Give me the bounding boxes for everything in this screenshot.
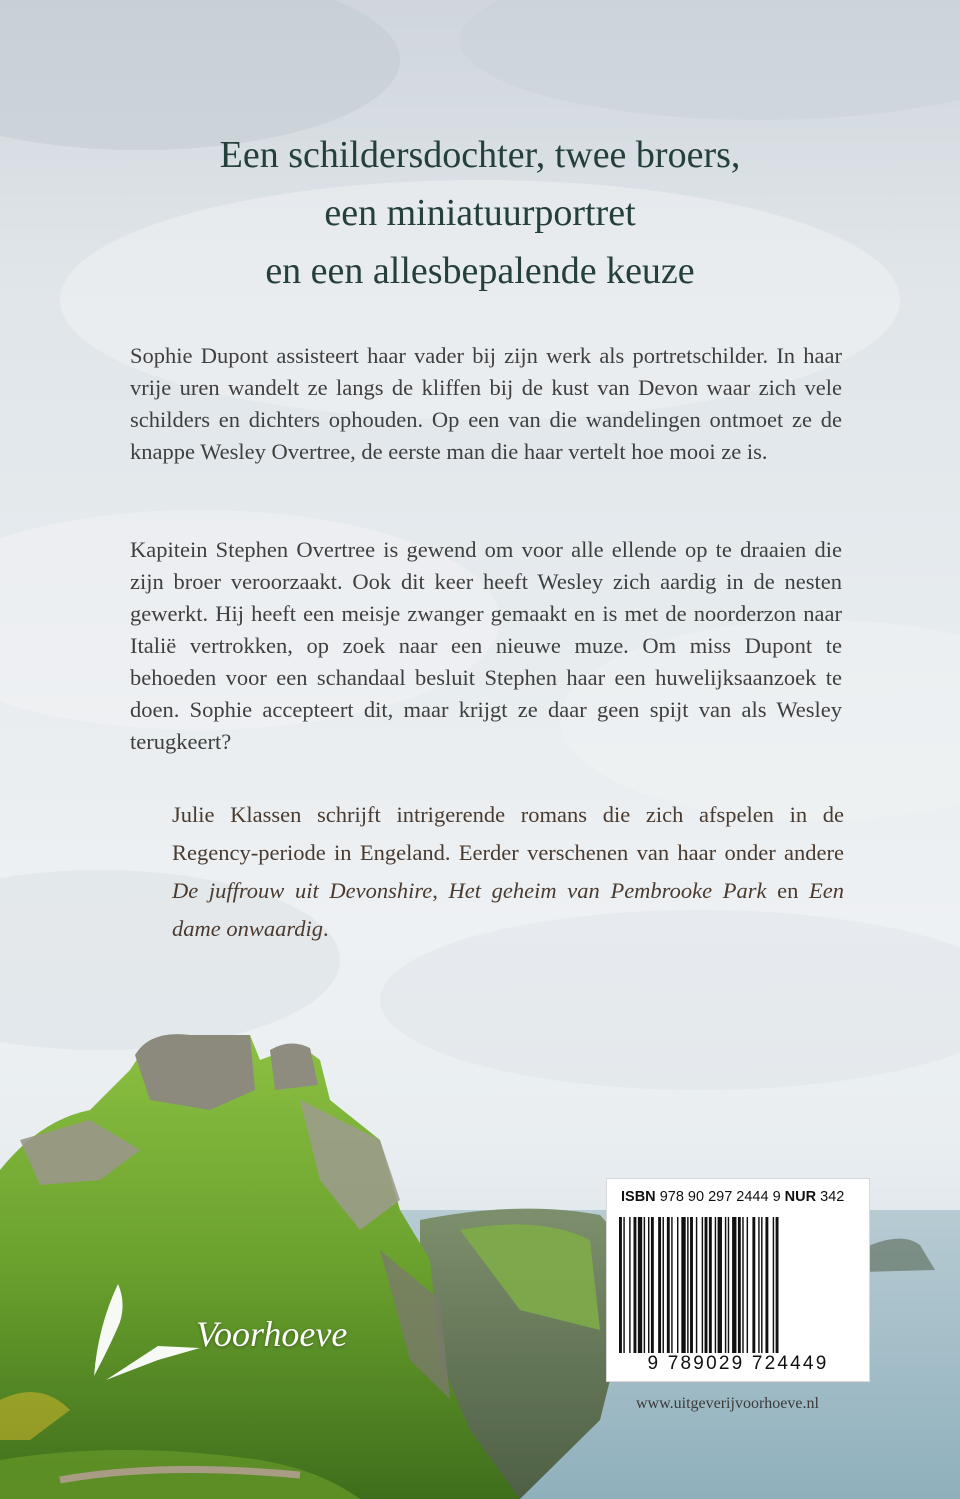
- tagline: [120, 126, 840, 300]
- barcode-bar: [638, 1217, 642, 1353]
- barcode-bar: [752, 1217, 755, 1353]
- blurb-paragraph-1: Sophie Dupont assisteert haar vader bij zijn werk als portretschilder. In haar vrije uren wandelt ze langs de kliffen bij de kust van Devon waar zich vele schilders en dichters ophouden. Op een van die wandelingen ontmoet ze de knappe Wesley Overtree, de eerste man die haar vertelt hoe mooi ze is.: [130, 343, 842, 464]
- isbn-line: [621, 1189, 844, 1205]
- barcode-bar: [725, 1217, 726, 1353]
- barcode-image: [617, 1217, 859, 1353]
- author-bio-end: .: [323, 916, 329, 941]
- barcode-bar: [648, 1217, 649, 1353]
- nur-number: 342: [820, 1189, 845, 1205]
- barcode-bar: [773, 1217, 774, 1353]
- barcode-bar: [681, 1217, 685, 1353]
- barcode-bar: [728, 1217, 729, 1353]
- publisher-logo-text: Voorhoeve: [196, 1314, 348, 1354]
- barcode-bar: [761, 1217, 762, 1353]
- tagline-line-1: Een schildersdochter, twee broers,: [219, 134, 741, 176]
- tagline-line-3: en een allesbepalende keuze: [265, 250, 695, 292]
- isbn-label: ISBN: [621, 1189, 656, 1205]
- barcode-panel: [606, 1178, 870, 1382]
- barcode-bar: [705, 1217, 708, 1353]
- barcode-bar: [758, 1217, 759, 1353]
- author-bio-separator-1: ,: [432, 878, 449, 903]
- barcode-bar: [718, 1217, 722, 1353]
- barcode-bar: [709, 1217, 712, 1353]
- author-bio-separator-2: en: [766, 878, 810, 903]
- barcode-bar: [644, 1217, 645, 1353]
- barcode-bar: [651, 1217, 654, 1353]
- barcode-bar: [667, 1217, 670, 1353]
- barcode-bar: [634, 1217, 637, 1353]
- barcode-bar: [696, 1217, 697, 1353]
- barcode-bar: [619, 1217, 622, 1353]
- barcode-bar: [738, 1217, 741, 1353]
- barcode-bar: [747, 1217, 748, 1353]
- barcode-bar: [658, 1217, 661, 1353]
- tagline-line-2: een miniatuurportret: [324, 192, 636, 234]
- barcode-bar: [732, 1217, 736, 1353]
- author-bio-intro: Julie Klassen schrijft intrigerende romans die zich afspelen in de Regency-periode in Engeland. Eerder verschenen van haar onder andere: [172, 802, 844, 865]
- book-title-2: Het geheim van Pembrooke Park: [448, 878, 767, 903]
- barcode-digits: 9 789029 724449: [647, 1353, 829, 1374]
- barcode-bar: [702, 1217, 703, 1353]
- book-title-3: Een dame onwaardig: [172, 878, 844, 941]
- barcode-bar: [629, 1217, 630, 1353]
- barcode-bar: [663, 1217, 664, 1353]
- barcode-bar: [687, 1217, 688, 1353]
- barcode-bar: [623, 1217, 624, 1353]
- nur-label: NUR: [784, 1189, 817, 1205]
- book-title-1: De juffrouw uit Devonshire: [172, 878, 433, 903]
- barcode-bar: [776, 1217, 779, 1353]
- barcode-bar: [765, 1217, 768, 1353]
- barcode-bar: [677, 1217, 678, 1353]
- barcode-bar: [742, 1217, 743, 1353]
- barcode-bar: [671, 1217, 672, 1353]
- isbn-number: 978 90 297 2444 9: [659, 1189, 781, 1205]
- publisher-website: www.uitgeverijvoorhoeve.nl: [636, 1395, 819, 1412]
- barcode-bar: [715, 1217, 716, 1353]
- blurb-paragraph-2: Kapitein Stephen Overtree is gewend om voor alle ellende op te draaien die zijn broer veroorzaakt. Ook dit keer heeft Wesley zich aardig in de nesten gewerkt. Hij heeft een meisje zwanger gemaakt en is met de noorderzon naar Italië vertrokken, op zoek naar een nieuwe muze. Om miss Dupont te behoeden voor een schandaal besluit Stephen haar een huwelijksaanzoek te doen. Sophie accepteert dit, maar krijgt ze daar geen spijt van als Wesley terugkeert?: [130, 537, 842, 754]
- barcode-bar: [690, 1217, 693, 1353]
- author-bio: [172, 796, 844, 948]
